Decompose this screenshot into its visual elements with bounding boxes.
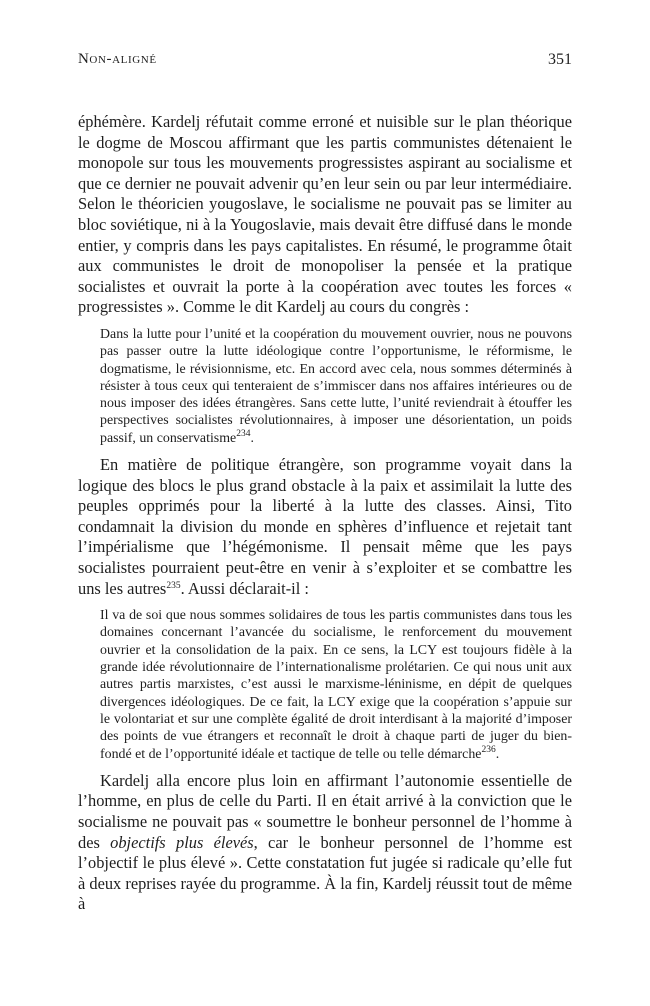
paragraph-3 — [78, 771, 572, 915]
block-quote-1-end: . — [250, 430, 254, 446]
paragraph-2 — [78, 455, 572, 599]
paragraph-2-end: . Aussi déclarait-il : — [180, 578, 309, 598]
block-quote-1 — [100, 326, 572, 447]
block-quote-2-end: . — [495, 746, 500, 762]
paragraph-1 — [78, 112, 572, 318]
running-header — [78, 51, 572, 73]
paragraph-3-italic: objectifs plus élevés — [110, 832, 254, 852]
page-number: 351 — [548, 51, 572, 68]
running-head-title: Non-aligné — [78, 51, 157, 67]
paragraph-3-end: , car le bonheur personnel de l’homme est l’objectif le plus élevé ». Cette constatation fut jugée si radicale qu’elle fut à deux reprises rayée du programme. À la fin, Kardelj réussit tout de même à — [78, 832, 572, 914]
block-quote-2 — [100, 607, 572, 763]
footnote-ref-236[interactable]: 236 — [481, 744, 496, 755]
footnote-ref-234[interactable]: 234 — [236, 428, 251, 439]
paragraph-2-text: En matière de politique étrangère, son programme voyait dans la logique des blocs le plus grand obstacle à la paix et assimilait la lutte des peuples opprimés pour la liberté à la lutte des classes. Ainsi, Tito condamnait la division du monde en sphères d’influence et rejetait tant l’impérialisme que l’hégémonisme. Il pensait même que les pays socialistes pourraient peut-être en venir à s’exploiter et se combattre les uns les autres — [78, 455, 572, 598]
paragraph-3-start: Kardelj alla encore plus loin en affirmant l’autonomie essentielle de l’homme, en plus de celle du Parti. Il en était arrivé à la conviction que le socialisme ne pouvait pas « soumettre le bonheur personnel de l’homme à des — [78, 770, 572, 852]
footnote-ref-235[interactable]: 235 — [166, 580, 181, 591]
body-text — [78, 112, 572, 915]
block-quote-1-text: Dans la lutte pour l’unité et la coopération du mouvement ouvrier, nous ne pouvons pas passer outre la lutte idéologique contre l’opportunisme, le réformisme, le dogmatisme, le révisionnisme, etc. En accord avec cela, nous sommes déterminés à résister à tous ceux qui tenteraient de s’immiscer dans nos affaires intérieures ou de nous imposer des idées étrangères. Sans cette lutte, l’unité reviendrait à étouffer les perspectives socialistes révolutionnaires, à imposer une désorientation, un poids passif, un conservatisme — [100, 326, 572, 446]
paragraph-1-text: éphémère. Kardelj réfutait comme erroné et nuisible sur le plan théorique le dogme de Moscou affirmant que les partis communistes détenaient le monopole sur tous les mouvements progressistes aspirant au socialisme et que ce dernier ne pouvait advenir qu’en leur sein ou par leur intermédiaire. Selon le théoricien yougoslave, le socialisme ne pouvait pas se limiter au bloc soviétique, ni à la Yougoslavie, mais devait être diffusé dans le monde entier, y compris dans les pays capitalistes. En résumé, le programme ôtait aux communistes le droit de monopoliser la pensée et la pratique socialistes et ouvrait la porte à la coopération avec toutes les forces « progressistes ». Comme le dit Kardelj au cours du congrès : — [78, 112, 572, 317]
block-quote-2-text: Il va de soi que nous sommes solidaires de tous les partis communistes dans tous les domaines concernant l’avancée du socialisme, le renforcement du mouvement ouvrier et la consolidation de la paix. En ce sens, la LCY est toujours fidèle à la grande idée révolutionnaire de l’internationalisme prolétarien. Ce qui nous unit aux autres partis marxistes, c’est aussi le marxisme-léninisme, en dépit de quelques divergences idéologiques. De ce fait, la LCY exige que la coopération s’appuie sur le volontariat et sur une complète égalité de droit interdisant à la majorité d’imposer des points de vue étrangers et reconnaît le droit à chaque parti de juger du bien-fondé et de l’opportunité idéale et tactique de telle ou telle démarche — [100, 608, 572, 762]
